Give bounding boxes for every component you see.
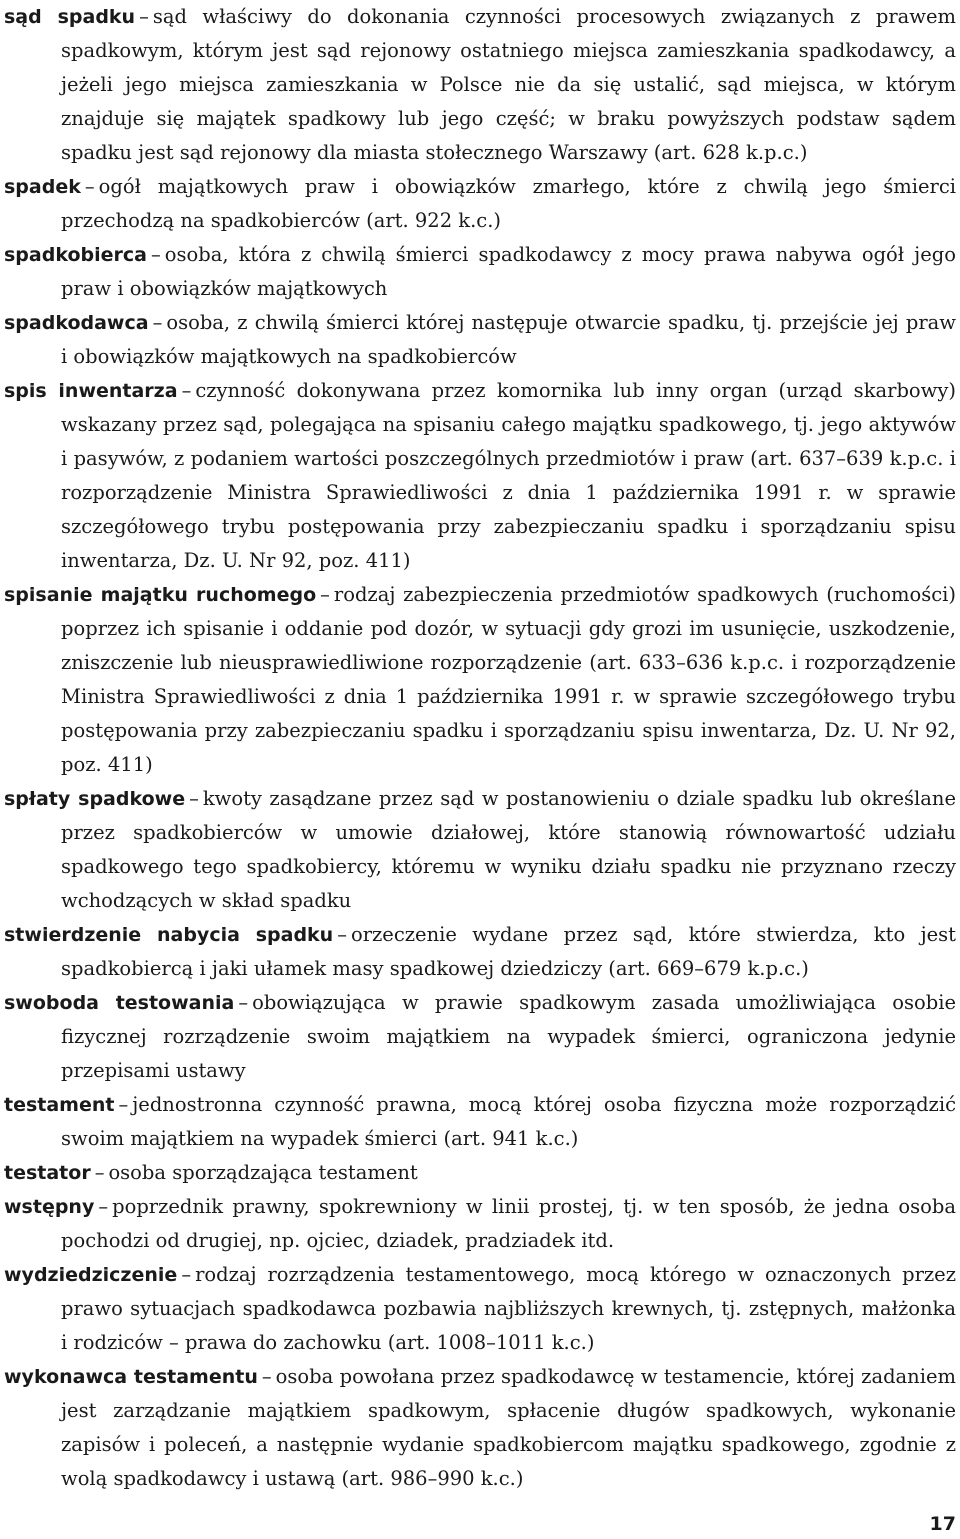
- entry-term: wykonawca testamentu: [4, 1366, 258, 1388]
- glossary-entry-spadkodawca: [4, 306, 956, 374]
- entry-dash: –: [139, 5, 149, 28]
- entry-dash: –: [261, 1365, 272, 1388]
- glossary-list: [4, 0, 956, 1496]
- glossary-entry-spadek: [4, 170, 956, 238]
- entry-definition: jednostronna czynność prawna, mocą której osoba fizyczna może rozporządzić swoim majątkiem na wypadek śmierci (art. 941 k.c.): [61, 1093, 956, 1150]
- entry-term: testator: [4, 1162, 91, 1184]
- entry-term: spisanie majątku ruchomego: [4, 584, 317, 606]
- entry-dash: –: [181, 1263, 192, 1286]
- entry-term: stwierdzenie nabycia spadku: [4, 924, 334, 946]
- entry-term: swoboda testowania: [4, 992, 235, 1014]
- entry-definition: ogół majątkowych praw i obowiązków zmarłego, które z chwilą jego śmierci przechodzą na spadkobierców (art. 922 k.c.): [61, 175, 956, 232]
- entry-dash: –: [98, 1195, 109, 1218]
- glossary-entry-testator: [4, 1156, 956, 1190]
- entry-definition: sąd właściwy do dokonania czynności procesowych związanych z prawem spadkowym, którym jest sąd rejonowy ostatniego miejsca zamieszkania spadkodawcy, a jeżeli jego miejsca zamieszkania w Polsce nie da się ustalić, sąd miejsca, w którym znajduje się majątek spadkowy lub jego część; w braku powyższych podstaw sądem spadku jest sąd rejonowy dla miasta stołecznego Warszawy (art. 628 k.p.c.): [61, 5, 957, 164]
- entry-definition: obowiązująca w prawie spadkowym zasada umożliwiająca osobie fizycznej rozrządzenie swoim majątkiem na wypadek śmierci, ograniczona jedynie przepisami ustawy: [61, 991, 956, 1082]
- entry-term: spis inwentarza: [4, 380, 178, 402]
- glossary-entry-wstepny: [4, 1190, 956, 1258]
- entry-definition: osoba sporządzająca testament: [108, 1161, 418, 1184]
- glossary-entry-stwierdzenie-nabycia-spadku: [4, 918, 956, 986]
- entry-definition: poprzednik prawny, spokrewniony w linii prostej, tj. w ten sposób, że jedna osoba pochodzi od drugiej, np. ojciec, dziadek, pradziadek itd.: [61, 1195, 956, 1252]
- entry-dash: –: [238, 991, 249, 1014]
- entry-dash: –: [337, 923, 347, 946]
- entry-dash: –: [150, 243, 161, 266]
- entry-term: spadkobierca: [4, 244, 147, 266]
- entry-term: wstępny: [4, 1196, 95, 1218]
- entry-definition: kwoty zasądzane przez sąd w postanowieniu o dziale spadku lub określane przez spadkobierców w umowie działowej, które stanowią równowartość udziału spadkowego tego spadkobiercy, któremu w wyniku działu spadku nie przyznano rzeczy wchodzących w skład spadku: [61, 787, 956, 912]
- entry-dash: –: [181, 379, 192, 402]
- entry-term: testament: [4, 1094, 115, 1116]
- entry-dash: –: [152, 311, 163, 334]
- page-number: 17: [929, 1513, 956, 1535]
- glossary-entry-swoboda-testowania: [4, 986, 956, 1088]
- glossary-entry-spis-inwentarza: [4, 374, 956, 578]
- glossary-entry-splaty-spadkowe: [4, 782, 956, 918]
- entry-definition: czynność dokonywana przez komornika lub inny organ (urząd skarbowy) wskazany przez sąd, polegająca na spisaniu całego majątku spadkowego, tj. jego aktywów i pasywów, z podaniem wartości poszczególnych przedmiotów i praw (art. 637–639 k.p.c. i rozporządzenie Ministra Sprawiedliwości z dnia 1 października 1991 r. w sprawie szczegółowego trybu postępowania przy zabezpieczaniu spadku i sporządzaniu spisu inwentarza, Dz. U. Nr 92, poz. 411): [61, 379, 956, 572]
- entry-dash: –: [84, 175, 95, 198]
- entry-dash: –: [189, 787, 199, 810]
- entry-definition: rodzaj zabezpieczenia przedmiotów spadkowych (ruchomości) poprzez ich spisanie i oddanie pod dozór, w sytuacji gdy grozi im usunięcie, uszkodzenie, zniszczenie lub nieusprawiedliwione rozporządzenie (art. 633–636 k.p.c. i rozporządzenie Ministra Sprawiedliwości z dnia 1 października 1991 r. w sprawie szczegółowego trybu postępowania przy zabezpieczaniu spadku i sporządzaniu spisu inwentarza, Dz. U. Nr 92, poz. 411): [61, 583, 956, 776]
- entry-term: wydziedziczenie: [4, 1264, 178, 1286]
- entry-term: spadek: [4, 176, 81, 198]
- glossary-entry-spisanie-majatku-ruchomego: [4, 578, 956, 782]
- glossary-entry-sad-spadku: [4, 0, 956, 170]
- entry-term: spłaty spadkowe: [4, 788, 186, 810]
- entry-definition: osoba powołana przez spadkodawcę w testamencie, której zadaniem jest zarządzanie majątkiem spadkowym, spłacenie długów spadkowych, wykonanie zapisów i poleceń, a następnie wydanie spadkobiercom majątku spadkowego, zgodnie z wolą spadkodawcy i ustawą (art. 986–990 k.c.): [61, 1365, 957, 1490]
- glossary-entry-wykonawca-testamentu: [4, 1360, 956, 1496]
- entry-dash: –: [118, 1093, 129, 1116]
- entry-dash: –: [320, 583, 330, 606]
- entry-dash: –: [94, 1161, 105, 1184]
- entry-definition: orzeczenie wydane przez sąd, które stwierdza, kto jest spadkobiercą i jaki ułamek masy spadkowej dziedziczy (art. 669–679 k.p.c.): [61, 923, 957, 980]
- glossary-entry-testament: [4, 1088, 956, 1156]
- glossary-entry-spadkobierca: [4, 238, 956, 306]
- entry-term: sąd spadku: [4, 6, 136, 28]
- glossary-entry-wydziedziczenie: [4, 1258, 956, 1360]
- entry-definition: osoba, która z chwilą śmierci spadkodawcy z mocy prawa nabywa ogół jego praw i obowiązków majątkowych: [61, 243, 956, 300]
- entry-definition: rodzaj rozrządzenia testamentowego, mocą którego w oznaczonych przez prawo sytuacjach spadkodawca pozbawia najbliższych krewnych, tj. zstępnych, małżonka i rodziców – prawa do zachowku (art. 1008–1011 k.c.): [61, 1263, 956, 1354]
- entry-term: spadkodawca: [4, 312, 149, 334]
- entry-definition: osoba, z chwilą śmierci której następuje otwarcie spadku, tj. przejście jej praw i obowiązków majątkowych na spadkobierców: [61, 311, 956, 368]
